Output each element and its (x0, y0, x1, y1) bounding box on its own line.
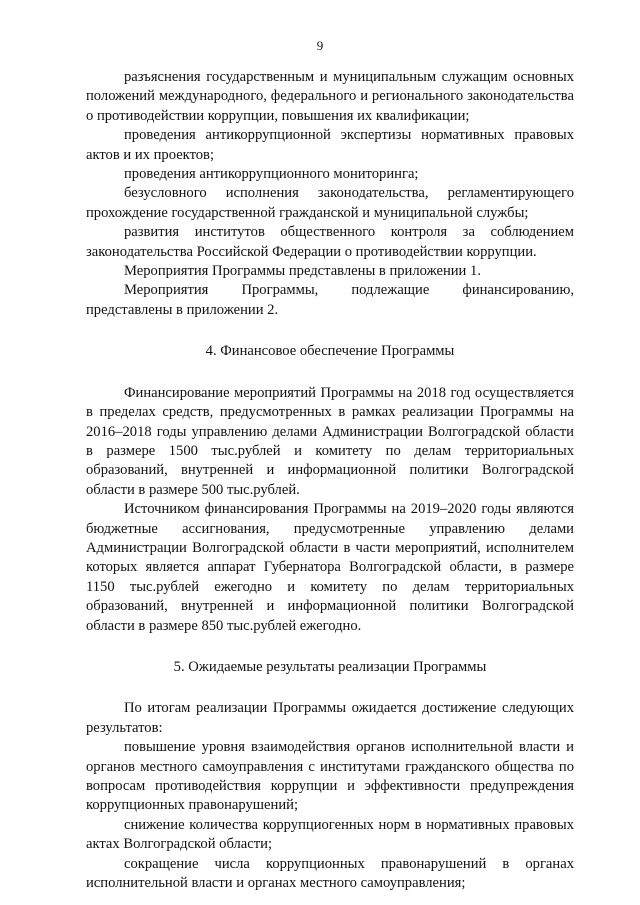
paragraph: проведения антикоррупционного мониторинга; (124, 166, 419, 183)
page-number: 9 (316, 38, 324, 53)
section-heading-5: 5. Ожидаемые результаты реализации Программы (173, 658, 487, 675)
document-body (86, 68, 574, 893)
paragraph: проведения антикоррупционной экспертизы нормативных правовых актов и их проектов; (86, 127, 574, 163)
paragraph: Источником финансирования Программы на 2019–2020 годы являются бюджетные ассигнования, предусмотренные управлению делами Администрации Волгоградской области в части мероприятий, исполнителем которых является аппарат Губернатора Волгоградской области, в размере 1150 тыс.рублей ежегодно и комитету по делам территориальных образований, внутренней и информационной политики Волгоградской области в размере 850 тыс.рублей ежегодно. (86, 501, 574, 634)
paragraph: безусловного исполнения законодательства, регламентирующего прохождение государственной гражданской и муниципальной службы; (86, 185, 574, 221)
paragraph: развития институтов общественного контроля за соблюдением законодательства Российской Федерации о противодействии коррупции. (86, 224, 574, 260)
paragraph: По итогам реализации Программы ожидается достижение следующих результатов: (86, 700, 574, 736)
paragraph: Мероприятия Программы представлены в приложении 1. (124, 263, 481, 280)
paragraph: Мероприятия Программы, подлежащие финансированию, представлены в приложении 2. (86, 282, 574, 318)
section-heading-4: 4. Финансовое обеспечение Программы (205, 343, 455, 360)
paragraph: разъяснения государственным и муниципальным служащим основных положений международного, федерального и регионального законодательства о противодействии коррупции, повышения их квалификации; (86, 69, 574, 124)
paragraph: сокращение числа коррупционных правонарушений в органах исполнительной власти и органах местного самоуправления; (86, 855, 574, 892)
paragraph: Финансирование мероприятий Программы на 2018 год осуществляется в пределах средств, предусмотренных в рамках реализации Программы на 2016–2018 годы управлению делами Администрации Волгоградской области в размере 1500 тыс.рублей и комитету по делам территориальных образований, внутренней и информационной политики Волгоградской области в размере 500 тыс.рублей. (86, 384, 574, 498)
paragraph: снижение количества коррупциогенных норм в нормативных правовых актах Волгоградской области; (86, 816, 574, 853)
paragraph: повышение уровня взаимодействия органов исполнительной власти и органов местного самоуправления с институтами гражданского общества по вопросам противодействия коррупции и эффективности предупреждения коррупционных правонарушений; (86, 739, 574, 814)
